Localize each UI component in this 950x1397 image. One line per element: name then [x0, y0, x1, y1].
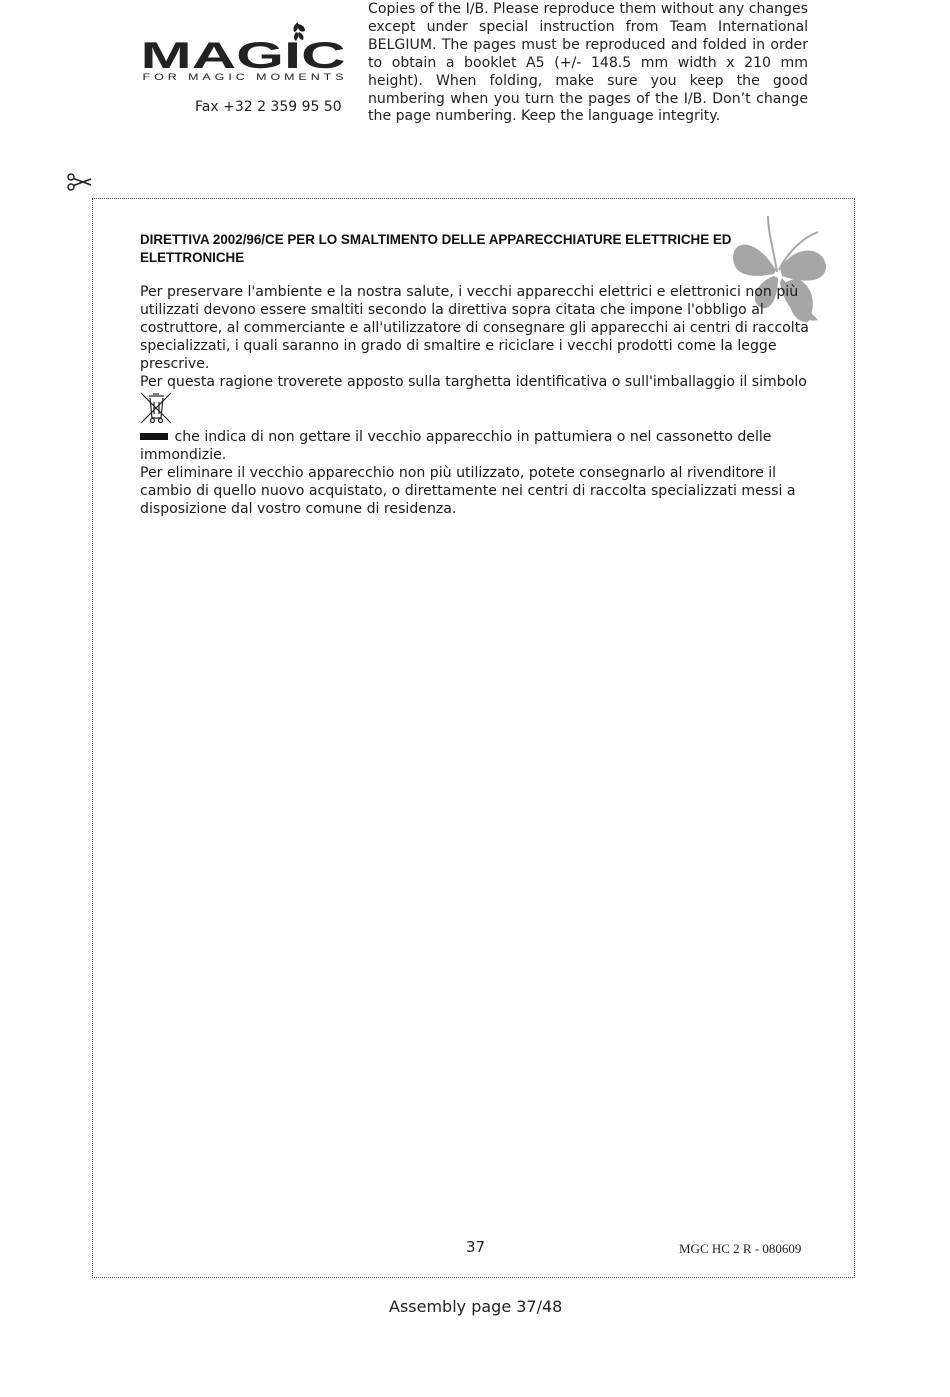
scissors-icon [66, 172, 92, 192]
magic-logo [140, 20, 350, 82]
paragraph-1: Per preservare l'ambiente e la nostra salute, i vecchi apparecchi elettrici e elettronici non più utilizzati devono essere smaltiti secondo la direttiva sopra citata che impone l'obbligo al costruttore, al commerciante e all'utilizzatore di consegnare gli apparecchi ai centri di raccolta specializzati, i quali saranno in grado di smaltire e riciclare i vecchi prodotti come la legge prescrive. [140, 284, 809, 372]
weee-underline-bar [140, 433, 168, 440]
paragraph-3-text: che indica di non gettare il vecchio apparecchio in pattumiera o nel cassonetto delle immondizie. [140, 429, 772, 464]
paragraph-2: Per questa ragione troverete apposto sulla targhetta identificativa o sull'imballaggio il simbolo [140, 373, 807, 390]
logo-wordmark: MAGIC [140, 35, 346, 76]
reproduction-instructions: Copies of the I/B. Please reproduce them without any changes except under special instruction from Team International BELGIUM. The pages must be reproduced and folded in order to obtain a booklet A5 (+/- 148.5 mm width x 210 mm height). When folding, make sure you keep the good numbering when you turn the pages of the I/B. Don’t change the page numbering. Keep the language integrity. [368, 1, 808, 125]
assembly-page-label: Assembly page 37/48 [389, 1297, 563, 1316]
page-number: 37 [466, 1238, 486, 1256]
paragraph-3 [140, 429, 810, 465]
section-title: DIRETTIVA 2002/96/CE PER LO SMALTIMENTO DELLE APPARECCHIATURE ELETTRICHE ED ELETTRONICHE [140, 232, 732, 265]
document-code: MGC HC 2 R - 080609 [679, 1241, 802, 1256]
paragraph-4: Per eliminare il vecchio apparecchio non più utilizzato, potete consegnarlo al rivenditore il cambio di quello nuovo acquistato, o direttamente nei centri di raccolta specializzati messi a disposizione dal vostro comune di residenza. [140, 465, 796, 518]
crossed-out-wheelie-bin-icon [140, 392, 172, 426]
logo-tagline: FOR MAGIC MOMENTS [142, 72, 348, 82]
fax-number: Fax +32 2 359 95 50 [195, 99, 342, 115]
body-text [140, 284, 810, 519]
